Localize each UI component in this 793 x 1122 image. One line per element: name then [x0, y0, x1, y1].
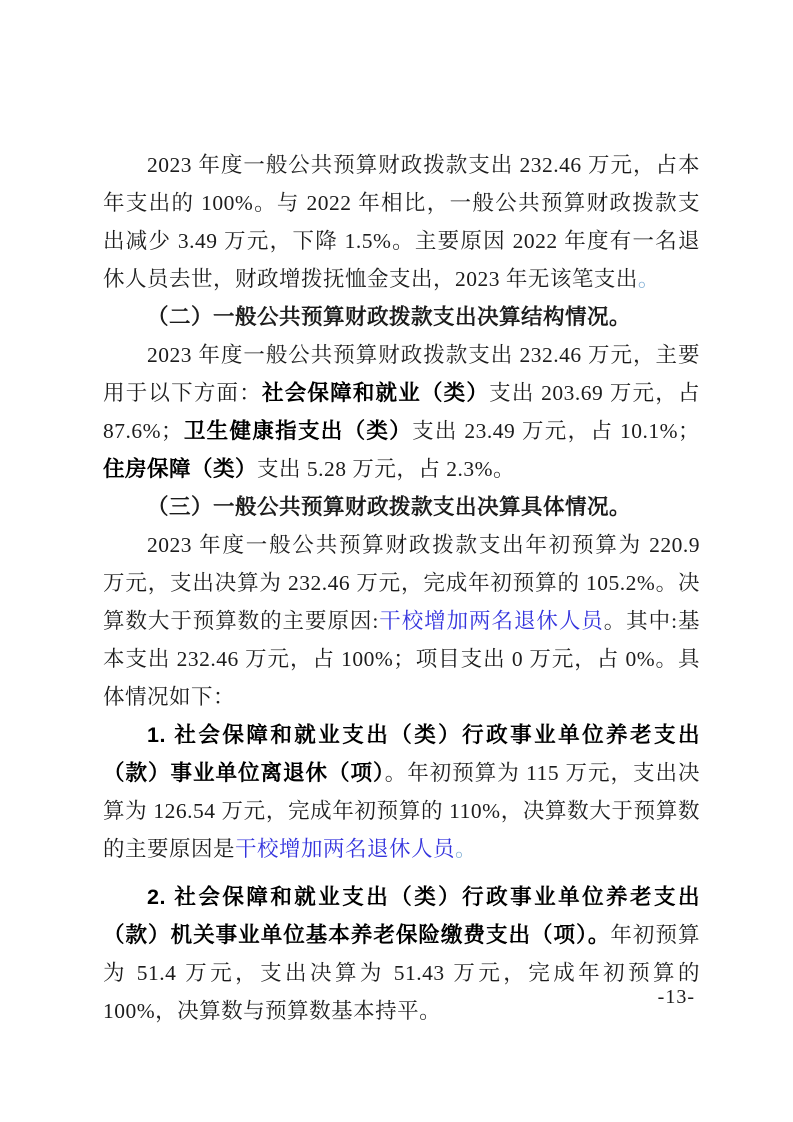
- paragraph-budget-expenditure-overview: [103, 146, 700, 298]
- body-text: 支出 5.28 万元，占 2.3%。: [257, 457, 516, 481]
- category-social-security-label: 社会保障和就业（类）: [261, 381, 490, 405]
- body-text: 年初预算为 51.4 万元，支出决算为 51.43 万元，完成年初预算的 100%，决算数与预算数基本持平。: [103, 923, 700, 1023]
- item-category-title: 社会保障和就业支出（类）行政事业单位养老支出（款）机关事业单位基本养老保险缴费支出（项）。: [103, 885, 700, 947]
- item-number: 1.: [147, 723, 175, 747]
- body-text: 2023 年度一般公共预算财政拨款支出 232.46 万元，主要用于以下方面：: [103, 343, 700, 405]
- body-text: 2023 年度一般公共预算财政拨款支出 232.46 万元，占本年支出的 100%。与 2022 年相比，一般公共预算财政拨款支出减少 3.49 万元，下降 1.5%。主要原因 2022 年度有一名退休人员去世，财政增拨抚恤金支出，2023 年无该笔支出: [103, 153, 700, 291]
- paragraph-expenditure-structure: [103, 336, 700, 488]
- item-1-retirement-expenditure: [103, 716, 700, 868]
- item-number: 2.: [147, 885, 175, 909]
- body-text: 支出 23.49 万元，占 10.1%；: [412, 419, 700, 443]
- revision-mark-period: 。: [455, 837, 478, 861]
- revision-mark-period: 。: [637, 267, 660, 291]
- body-text: 2023 年度一般公共预算财政拨款支出年初预算为 220.9 万元，支出决算为 232.46 万元，完成年初预算的 105.2%。决算数大于预算数的主要原因:: [103, 533, 700, 633]
- body-text: 。其中:基本支出 232.46 万元，占 100%；项目支出 0 万元，占 0%。具体情况如下：: [103, 609, 700, 709]
- item-category-title: 社会保障和就业支出（类）行政事业单位养老支出（款）事业单位离退休（项）: [103, 723, 700, 785]
- body-text: 支出 203.69 万元，占 87.6%；: [103, 381, 700, 443]
- heading-text: （二）一般公共预算财政拨款支出决算结构情况。: [147, 305, 632, 329]
- body-text: 。年初预算为 115 万元，支出决算为 126.54 万元，完成年初预算的 110%，决算数大于预算数的主要原因是: [103, 761, 700, 861]
- category-health-label: 卫生健康指支出（类）: [183, 419, 413, 443]
- document-content: [103, 146, 700, 1030]
- category-housing-label: 住房保障（类）: [103, 457, 258, 481]
- annotation-reason-text: 干校增加两名退休人员: [378, 609, 604, 633]
- item-2-pension-insurance-expenditure: [103, 878, 700, 1030]
- heading-text: （三）一般公共预算财政拨款支出决算具体情况。: [147, 495, 632, 519]
- paragraph-budget-vs-final: [103, 526, 700, 716]
- page-number: -13-: [657, 986, 695, 1008]
- section-heading-structure: [103, 298, 700, 336]
- section-heading-details: [103, 488, 700, 526]
- annotation-reason-text: 干校增加两名退休人员: [235, 837, 456, 861]
